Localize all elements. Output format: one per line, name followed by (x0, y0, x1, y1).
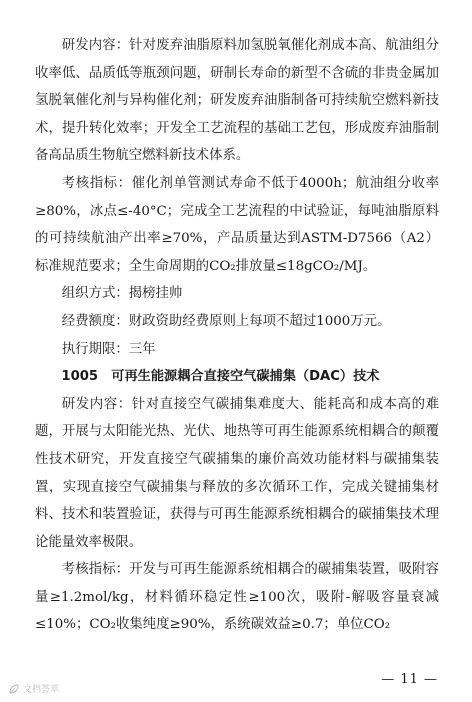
paragraph-organization-method: 组织方式：揭榜挂帅 (61, 286, 183, 302)
paragraph-funding-amount: 经费额度：财政资助经费原则上每项不超过1000万元。 (61, 313, 391, 329)
paragraph-assessment-indicators-1: 考核指标：催化剂单管测试寿命不低于4000h；航油组分收率≥80%，冰点≤-40°C；完成全工艺流程的中试验证，每吨油脂原料的可持续航油产出率≥70%，产品质量达到ASTM-D7566（A2）标准规范要求；全生命周期的CO₂排放量≤18gCO₂/MJ。 (35, 175, 439, 274)
document-body (35, 32, 439, 639)
paragraph-assessment-indicators-2: 考核指标：开发与可再生能源系统相耦合的碳捕集装置，吸附容量≥1.2mol/kg，材料循环稳定性≥100次，吸附-解吸容量衰减≤10%；CO₂收集纯度≥90%，系统碳效益≥0.7；单位CO₂ (35, 562, 439, 633)
section-heading-1005: 1005 可再生能源耦合直接空气碳捕集（DAC）技术 (61, 369, 380, 385)
watermark-text: 文档荟萃 (23, 685, 60, 695)
paragraph-research-content-2: 研发内容：针对直接空气碳捕集难度大、能耗高和成本高的难题，开展与太阳能光热、光伏、地热等可再生能源系统相耦合的颠覆性技术研究，开发直接空气碳捕集的廉价高效功能材料与碳捕集装置，实现直接空气碳捕集与释放的多次循环工作，完成关键捕集材料、技术和装置验证，获得与可再生能源系统相耦合的碳捕集技术理论能量效率极限。 (35, 396, 439, 550)
paragraph-execution-period: 执行期限：三年 (61, 341, 156, 357)
paragraph-research-content-1: 研发内容：针对废弃油脂原料加氢脱氧催化剂成本高、航油组分收率低、品质低等瓶颈问题，研制长寿命的新型不含硫的非贵金属加氢脱氧催化剂与异构催化剂；研发废弃油脂制备可持续航空燃料新技术，提升转化效率；开发全工艺流程的基础工艺包，形成废弃油脂制备高品质生物航空燃料新技术体系。 (35, 38, 439, 164)
watermark (8, 682, 59, 695)
page-number: — 11 — (381, 672, 438, 687)
leaf-icon (8, 683, 20, 695)
